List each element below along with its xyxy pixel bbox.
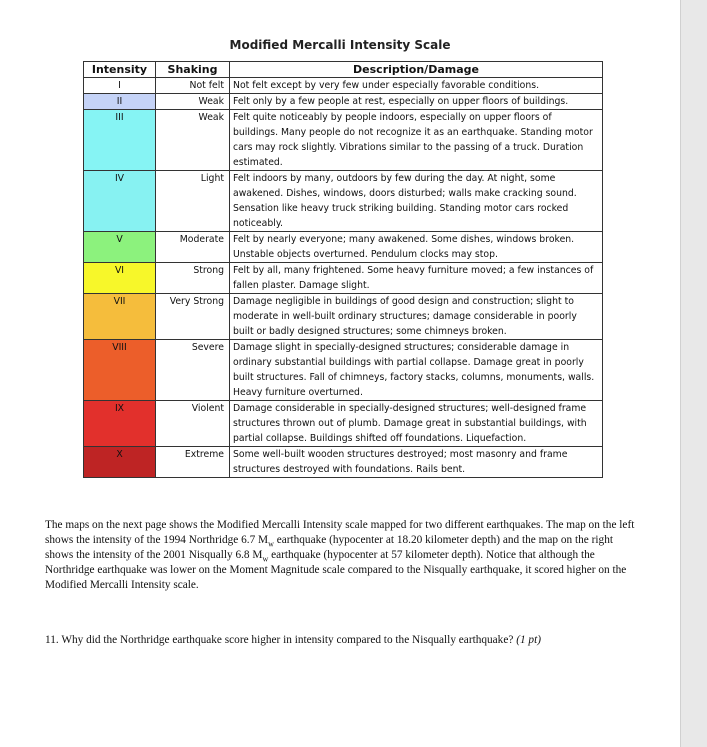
intensity-cell: V bbox=[84, 232, 156, 263]
intensity-row-i bbox=[84, 78, 603, 94]
description-cell: Felt indoors by many, outdoors by few during the day. At night, some awakened. Dishes, windows, doors disturbed; walls make cracking sound. Sensation like heavy truck striking building. Standing motor cars rocked noticeably. bbox=[230, 171, 603, 232]
header-description: Description/Damage bbox=[230, 62, 603, 78]
header-shaking: Shaking bbox=[156, 62, 230, 78]
paragraph-part-2: earthquake (hypocenter at 18.20 kilometer depth) and the map on the right shows the intensity of the 2001 Nisqually 6.8 M bbox=[45, 534, 613, 561]
intensity-row-ix bbox=[84, 401, 603, 447]
question-11-text: 11. Why did the Northridge earthquake score higher in intensity compared to the Nisqually earthquake? bbox=[45, 634, 517, 646]
shaking-cell: Weak bbox=[156, 110, 230, 171]
shaking-cell: Strong bbox=[156, 263, 230, 294]
intensity-cell: IX bbox=[84, 401, 156, 447]
paragraph-part-1: The maps on the next page shows the Modified Mercalli Intensity scale mapped for two different earthquakes. The map on the left shows the intensity of the 1994 Northridge 6.7 M bbox=[45, 519, 635, 546]
intensity-cell: X bbox=[84, 447, 156, 478]
shaking-cell: Moderate bbox=[156, 232, 230, 263]
shaking-cell: Weak bbox=[156, 94, 230, 110]
shaking-cell: Light bbox=[156, 171, 230, 232]
table-header-row bbox=[84, 62, 603, 78]
moment-magnitude-subscript-1: w bbox=[268, 539, 274, 549]
table-title: Modified Mercalli Intensity Scale bbox=[229, 38, 451, 52]
moment-magnitude-subscript-2: w bbox=[262, 554, 269, 564]
explanation-paragraph bbox=[45, 518, 635, 593]
description-cell: Felt by nearly everyone; many awakened. Some dishes, windows broken. Unstable objects overturned. Pendulum clocks may stop. bbox=[230, 232, 603, 263]
mercalli-intensity-table bbox=[83, 61, 603, 478]
shaking-cell: Severe bbox=[156, 340, 230, 401]
intensity-row-x bbox=[84, 447, 603, 478]
paragraph-part-3: earthquake (hypocenter at 57 kilometer depth). Notice that although the Northridge earthquake was lower on the Moment Magnitude scale compared to the Nisqually earthquake, it scored higher on the Modified Mercalli Intensity scale. bbox=[45, 549, 627, 591]
intensity-cell: VI bbox=[84, 263, 156, 294]
intensity-row-viii bbox=[84, 340, 603, 401]
intensity-cell: III bbox=[84, 110, 156, 171]
intensity-row-v bbox=[84, 232, 603, 263]
description-cell: Damage negligible in buildings of good design and construction; slight to moderate in well-built ordinary structures; damage considerable in poorly built or badly designed structures; some chimneys broken. bbox=[230, 294, 603, 340]
intensity-cell: I bbox=[84, 78, 156, 94]
description-cell: Damage slight in specially-designed structures; considerable damage in ordinary substantial buildings with partial collapse. Damage great in poorly built structures. Fall of chimneys, factory stacks, columns, monuments, walls. Heavy furniture overturned. bbox=[230, 340, 603, 401]
description-cell: Felt by all, many frightened. Some heavy furniture moved; a few instances of fallen plaster. Damage slight. bbox=[230, 263, 603, 294]
question-11 bbox=[45, 633, 635, 648]
description-cell: Felt quite noticeably by people indoors, especially on upper floors of buildings. Many people do not recognize it as an earthquake. Standing motor cars may rock slightly. Vibrations similar to the passing of a truck. Duration estimated. bbox=[230, 110, 603, 171]
intensity-row-ii bbox=[84, 94, 603, 110]
question-11-points: (1 pt) bbox=[516, 634, 541, 646]
intensity-row-vii bbox=[84, 294, 603, 340]
description-cell: Damage considerable in specially-designed structures; well-designed frame structures thrown out of plumb. Damage great in substantial buildings, with partial collapse. Buildings shifted off foundations. Liquefaction. bbox=[230, 401, 603, 447]
shaking-cell: Not felt bbox=[156, 78, 230, 94]
shaking-cell: Very Strong bbox=[156, 294, 230, 340]
header-intensity: Intensity bbox=[84, 62, 156, 78]
intensity-row-iv bbox=[84, 171, 603, 232]
intensity-cell: VIII bbox=[84, 340, 156, 401]
shaking-cell: Violent bbox=[156, 401, 230, 447]
intensity-row-iii bbox=[84, 110, 603, 171]
shaking-cell: Extreme bbox=[156, 447, 230, 478]
intensity-row-vi bbox=[84, 263, 603, 294]
intensity-cell: II bbox=[84, 94, 156, 110]
description-cell: Felt only by a few people at rest, especially on upper floors of buildings. bbox=[230, 94, 603, 110]
intensity-cell: IV bbox=[84, 171, 156, 232]
intensity-cell: VII bbox=[84, 294, 156, 340]
description-cell: Not felt except by very few under especially favorable conditions. bbox=[230, 78, 603, 94]
description-cell: Some well-built wooden structures destroyed; most masonry and frame structures destroyed with foundations. Rails bent. bbox=[230, 447, 603, 478]
